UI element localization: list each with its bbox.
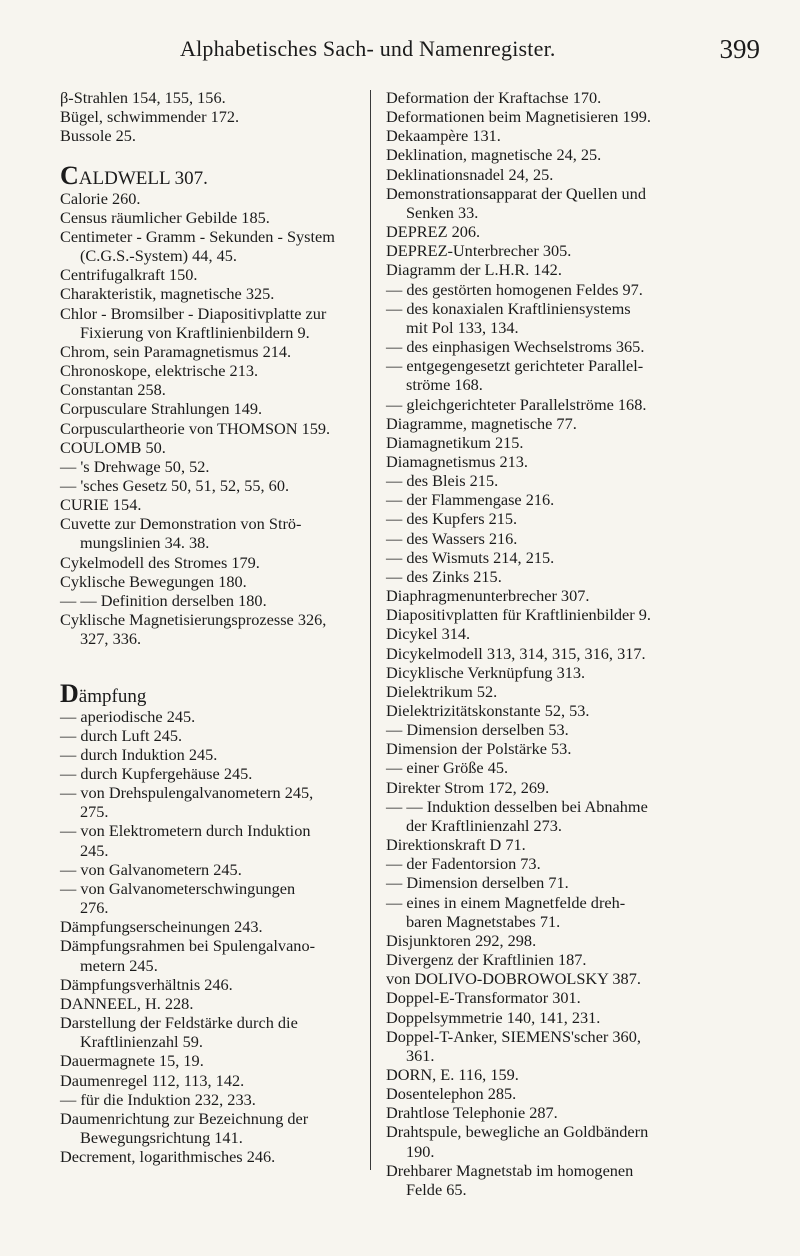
index-entry: Daumenregel 112, 113, 142.	[60, 1070, 245, 1090]
left-column	[60, 88, 376, 1166]
index-entry: — Dimension derselben 71.	[386, 873, 569, 893]
index-entry: — gleichgerichteter Parallelströme 168.	[386, 394, 647, 414]
index-entry: Dämpfung	[60, 679, 147, 709]
index-entry: Dicyklische Verknüpfung 313.	[386, 662, 586, 682]
index-entry: Dämpfungsverhältnis 246.	[60, 974, 233, 994]
index-entry: — Dimension derselben 53.	[386, 720, 569, 740]
index-entry: — des Kupfers 215.	[386, 509, 518, 529]
index-entry: — entgegengesetzt gerichteter Parallel-	[386, 356, 644, 376]
index-entry: Bussole 25.	[60, 126, 136, 146]
index-entry: Diaphragmenunterbrecher 307.	[386, 586, 590, 606]
index-entry: Dielektrikum 52.	[386, 681, 498, 701]
index-entry: Dekaampère 131.	[386, 126, 501, 146]
index-entry: Dicykel 314.	[386, 624, 471, 644]
index-entry: Constantan 258.	[60, 380, 166, 400]
index-entry: Bewegungsrichtung 141.	[80, 1127, 243, 1147]
page-number: 399	[719, 34, 760, 64]
index-entry: Cykelmodell des Stromes 179.	[60, 552, 260, 572]
index-entry: Bügel, schwimmender 172.	[60, 107, 240, 127]
index-entry: — von Galvanometern 245.	[60, 859, 242, 879]
index-entry: Drahtlose Telephonie 287.	[386, 1103, 558, 1123]
index-entry: Calorie 260.	[60, 188, 141, 208]
index-entry: Diapositivplatten für Kraftlinienbilder 9.	[386, 605, 651, 625]
right-column	[386, 88, 714, 1199]
running-title: Alphabetisches Sach- und Namenregister.	[180, 36, 556, 61]
index-entry: Deklinationsnadel 24, 25.	[386, 164, 554, 184]
index-entry: 361.	[406, 1045, 435, 1065]
index-entry: CALDWELL 307.	[60, 161, 208, 191]
index-entry: Dauermagnete 15, 19.	[60, 1051, 204, 1071]
index-entry: Senken 33.	[406, 202, 479, 222]
index-entry: DEPREZ 206.	[386, 222, 481, 242]
index-entry: 190.	[406, 1141, 435, 1161]
index-entry: — des Wassers 216.	[386, 528, 518, 548]
index-entry: Decrement, logarithmisches 246.	[60, 1147, 276, 1167]
index-entry: — für die Induktion 232, 233.	[60, 1089, 256, 1109]
index-entry: Cyklische Magnetisierungsprozesse 326,	[60, 610, 327, 630]
index-entry: — aperiodische 245.	[60, 706, 196, 726]
index-entry: Corpusculartheorie von THOMSON 159.	[60, 418, 331, 438]
index-entry: Centimeter - Gramm - Sekunden - System	[60, 226, 335, 246]
index-entry: — durch Induktion 245.	[60, 744, 218, 764]
index-entry: Dimension der Polstärke 53.	[386, 739, 572, 759]
index-entry: — des gestörten homogenen Feldes 97.	[386, 279, 643, 299]
index-entry: — 'sches Gesetz 50, 51, 52, 55, 60.	[60, 475, 290, 495]
index-entry: DEPREZ-Unterbrecher 305.	[386, 241, 572, 261]
index-entry: — durch Kupfergehäuse 245.	[60, 764, 253, 783]
index-entry: der Kraftlinienzahl 273.	[406, 815, 562, 835]
index-entry: — — Definition derselben 180.	[60, 590, 267, 610]
index-entry: DORN, E. 116, 159.	[386, 1064, 519, 1084]
index-entry: Cuvette zur Demonstration von Strö-	[60, 514, 302, 534]
index-entry: Diagramm der L.H.R. 142.	[386, 260, 562, 280]
index-entry: — einer Größe 45.	[386, 758, 509, 778]
index-entry: — des Zinks 215.	[386, 566, 502, 586]
index-entry: Darstellung der Feldstärke durch die	[60, 1013, 298, 1033]
index-entry: — 's Drehwage 50, 52.	[60, 456, 210, 476]
index-entry: 276.	[80, 898, 109, 918]
index-entry: (C.G.S.-System) 44, 45.	[80, 246, 237, 266]
index-entry: Chronoskope, elektrische 213.	[60, 361, 259, 381]
index-entry: CURIE 154.	[60, 495, 142, 515]
index-entry: Chrom, sein Paramagnetismus 214.	[60, 341, 292, 361]
index-entry: Direkter Strom 172, 269.	[386, 777, 550, 797]
index-entry: 275.	[80, 802, 109, 822]
index-entry: Cyklische Bewegungen 180.	[60, 571, 247, 591]
index-entry: Census räumlicher Gebilde 185.	[60, 207, 270, 227]
index-entry: — von Elektrometern durch Induktion	[60, 821, 311, 841]
index-entry: Dosentelephon 285.	[386, 1084, 517, 1104]
index-entry: — von Galvanometerschwingungen	[60, 878, 296, 898]
index-entry: β-Strahlen 154, 155, 156.	[60, 88, 226, 107]
index-entry: Diamagnetikum 215.	[386, 432, 524, 452]
index-entry: ströme 168.	[406, 375, 483, 395]
index-entry: — von Drehspulengalvanometern 245,	[60, 783, 314, 803]
index-entry: Drehbarer Magnetstab im homogenen	[386, 1160, 634, 1180]
index-entry: Disjunktoren 292, 298.	[386, 930, 537, 950]
index-entry: Drahtspule, bewegliche an Goldbändern	[386, 1122, 649, 1142]
index-entry: mungslinien 34. 38.	[80, 533, 210, 553]
index-entry: metern 245.	[80, 955, 158, 975]
index-entry: — des einphasigen Wechselstroms 365.	[386, 337, 645, 357]
index-entry: mit Pol 133, 134.	[406, 317, 519, 337]
index-entry: Daumenrichtung zur Bezeichnung der	[60, 1108, 309, 1128]
index-entry: Diagramme, magnetische 77.	[386, 413, 577, 433]
index-entry: Divergenz der Kraftlinien 187.	[386, 950, 587, 970]
index-entry: von DOLIVO-DOBROWOLSKY 387.	[386, 969, 641, 989]
index-entry: Centrifugalkraft 150.	[60, 265, 198, 285]
index-entry: Deformationen beim Magnetisieren 199.	[386, 107, 651, 127]
index-entry: Dielektrizitätskonstante 52, 53.	[386, 701, 590, 720]
index-entry: Kraftlinienzahl 59.	[80, 1032, 203, 1052]
column-divider	[370, 90, 371, 1170]
index-entry: — eines in einem Magnetfelde dreh-	[386, 892, 626, 912]
index-entry: Deformation der Kraftachse 170.	[386, 88, 602, 107]
index-entry: Fixierung von Kraftlinienbildern 9.	[80, 322, 310, 342]
index-entry: DANNEEL, H. 228.	[60, 993, 194, 1013]
index-entry: — des konaxialen Kraftliniensystems	[386, 298, 631, 318]
index-entry: Felde 65.	[406, 1179, 467, 1199]
index-entry: Dämpfungserscheinungen 243.	[60, 917, 263, 937]
index-entry: baren Magnetstabes 71.	[406, 911, 561, 931]
page-header	[60, 34, 760, 74]
index-entry: 327, 336.	[80, 629, 142, 649]
index-entry: Dicykelmodell 313, 314, 315, 316, 317.	[386, 643, 646, 663]
index-entry: 245.	[80, 840, 109, 860]
index-entry: — — Induktion desselben bei Abnahme	[386, 796, 648, 816]
index-entry: Direktionskraft D 71.	[386, 835, 526, 855]
index-entry: Diamagnetismus 213.	[386, 451, 528, 471]
index-entry: — des Bleis 215.	[386, 471, 499, 491]
index-entry: — durch Luft 245.	[60, 725, 183, 745]
index-entry: Chlor - Bromsilber - Diapositivplatte zur	[60, 303, 327, 323]
index-entry: — der Flammengase 216.	[386, 490, 555, 510]
index-entry: — des Wismuts 214, 215.	[386, 547, 555, 567]
index-entry: Doppel-E-Transformator 301.	[386, 988, 581, 1008]
index-entry: Doppel-T-Anker, SIEMENS'scher 360,	[386, 1026, 641, 1046]
index-entry: Doppelsymmetrie 140, 141, 231.	[386, 1007, 601, 1027]
index-entry: Demonstrationsapparat der Quellen und	[386, 183, 646, 203]
index-entry: Deklination, magnetische 24, 25.	[386, 145, 602, 165]
index-entry: Charakteristik, magnetische 325.	[60, 284, 275, 304]
index-entry: Corpusculare Strahlungen 149.	[60, 399, 263, 419]
index-entry: COULOMB 50.	[60, 437, 166, 457]
index-entry: — der Fadentorsion 73.	[386, 854, 541, 874]
index-entry: Dämpfungsrahmen bei Spulengalvano-	[60, 936, 316, 956]
